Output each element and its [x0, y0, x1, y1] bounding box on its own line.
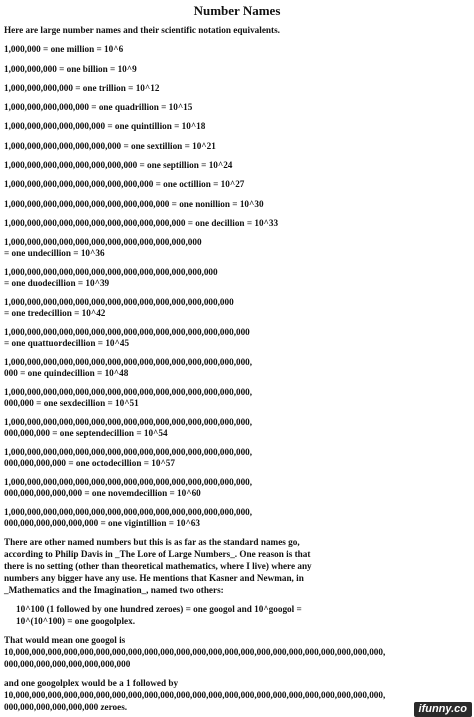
googolplex-number-line: 000,000,000,000,000,000 zeroes. — [4, 702, 128, 712]
googol-intro: That would mean one googol is — [4, 635, 126, 645]
quintillion-line: 1,000,000,000,000,000,000 = one quintillion = 10^18 — [4, 121, 206, 131]
quindecillion-number: 1,000,000,000,000,000,000,000,000,000,000,000,000,000,000,000, — [4, 357, 253, 367]
googolplex-number-line: 10,000,000,000,000,000,000,000,000,000,000,000,000,000,000,000,000,000,000,000,000,000,000,000, — [4, 690, 386, 700]
googolplex-definition: 10^(10^100) = one googolplex. — [16, 616, 136, 626]
undecillion-number: 1,000,000,000,000,000,000,000,000,000,000,000,000 — [4, 237, 202, 247]
paragraph-line: _Mathematics and the Imagination_, named two others: — [4, 585, 224, 595]
nonillion-line: 1,000,000,000,000,000,000,000,000,000,000 = one nonillion = 10^30 — [4, 199, 264, 209]
septendecillion-name: 000,000,000 = one septendecillion = 10^54 — [4, 428, 168, 438]
duodecillion-number: 1,000,000,000,000,000,000,000,000,000,000,000,000,000 — [4, 267, 218, 277]
novemdecillion-number: 1,000,000,000,000,000,000,000,000,000,000,000,000,000,000,000, — [4, 477, 253, 487]
quadrillion-line: 1,000,000,000,000,000 = one quadrillion = 10^15 — [4, 102, 193, 112]
octodecillion-number: 1,000,000,000,000,000,000,000,000,000,000,000,000,000,000,000, — [4, 447, 253, 457]
sextillion-line: 1,000,000,000,000,000,000,000 = one sextillion = 10^21 — [4, 141, 216, 151]
paragraph-line: there is no setting (other than theoretical mathematics, where I live) where any — [4, 561, 312, 571]
septillion-line: 1,000,000,000,000,000,000,000,000 = one septillion = 10^24 — [4, 160, 233, 170]
octodecillion-name: 000,000,000,000 = one octodecillion = 10^57 — [4, 458, 175, 468]
ifunny-watermark: ifunny.co — [414, 702, 472, 717]
duodecillion-name: = one duodecillion = 10^39 — [4, 278, 110, 288]
sexdecillion-number: 1,000,000,000,000,000,000,000,000,000,000,000,000,000,000,000, — [4, 387, 253, 397]
novemdecillion-name: 000,000,000,000,000 = one novemdecillion = 10^60 — [4, 488, 201, 498]
googol-definition: 10^100 (1 followed by one hundred zeroes) = one googol and 10^googol = — [16, 604, 302, 614]
page-title: Number Names — [193, 3, 281, 18]
sexdecillion-name: 000,000 = one sexdecillion = 10^51 — [4, 398, 139, 408]
intro-text: Here are large number names and their scientific notation equivalents. — [4, 25, 280, 35]
googol-number-line: 000,000,000,000,000,000,000,000 — [4, 659, 131, 669]
paragraph-line: according to Philip Davis in _The Lore of Large Numbers_. One reason is that — [4, 549, 311, 559]
paragraph-line: There are other named numbers but this is as far as the standard names go, — [4, 537, 300, 547]
septendecillion-number: 1,000,000,000,000,000,000,000,000,000,000,000,000,000,000,000, — [4, 417, 253, 427]
tredecillion-number: 1,000,000,000,000,000,000,000,000,000,000,000,000,000,000 — [4, 297, 234, 307]
tredecillion-name: = one tredecillion = 10^42 — [4, 308, 106, 318]
octillion-line: 1,000,000,000,000,000,000,000,000,000 = one octillion = 10^27 — [4, 179, 245, 189]
googolplex-intro: and one googolplex would be a 1 followed by — [4, 678, 179, 688]
vigintillion-name: 000,000,000,000,000,000 = one vigintillion = 10^63 — [4, 518, 200, 528]
paragraph-line: numbers any bigger have any use. He mentions that Kasner and Newman, in — [4, 573, 304, 583]
decillion-line: 1,000,000,000,000,000,000,000,000,000,000,000 = one decillion = 10^33 — [4, 218, 279, 228]
million-line: 1,000,000 = one million = 10^6 — [4, 44, 124, 54]
quattuordecillion-name: = one quattuordecillion = 10^45 — [4, 338, 130, 348]
vigintillion-number: 1,000,000,000,000,000,000,000,000,000,000,000,000,000,000,000, — [4, 507, 253, 517]
billion-line: 1,000,000,000 = one billion = 10^9 — [4, 64, 137, 74]
quattuordecillion-number: 1,000,000,000,000,000,000,000,000,000,000,000,000,000,000,000 — [4, 327, 250, 337]
googol-number-line: 10,000,000,000,000,000,000,000,000,000,000,000,000,000,000,000,000,000,000,000,000,000,000,000, — [4, 647, 386, 657]
undecillion-name: = one undecillion = 10^36 — [4, 248, 105, 258]
trillion-line: 1,000,000,000,000 = one trillion = 10^12 — [4, 83, 160, 93]
quindecillion-name: 000 = one quindecillion = 10^48 — [4, 368, 129, 378]
